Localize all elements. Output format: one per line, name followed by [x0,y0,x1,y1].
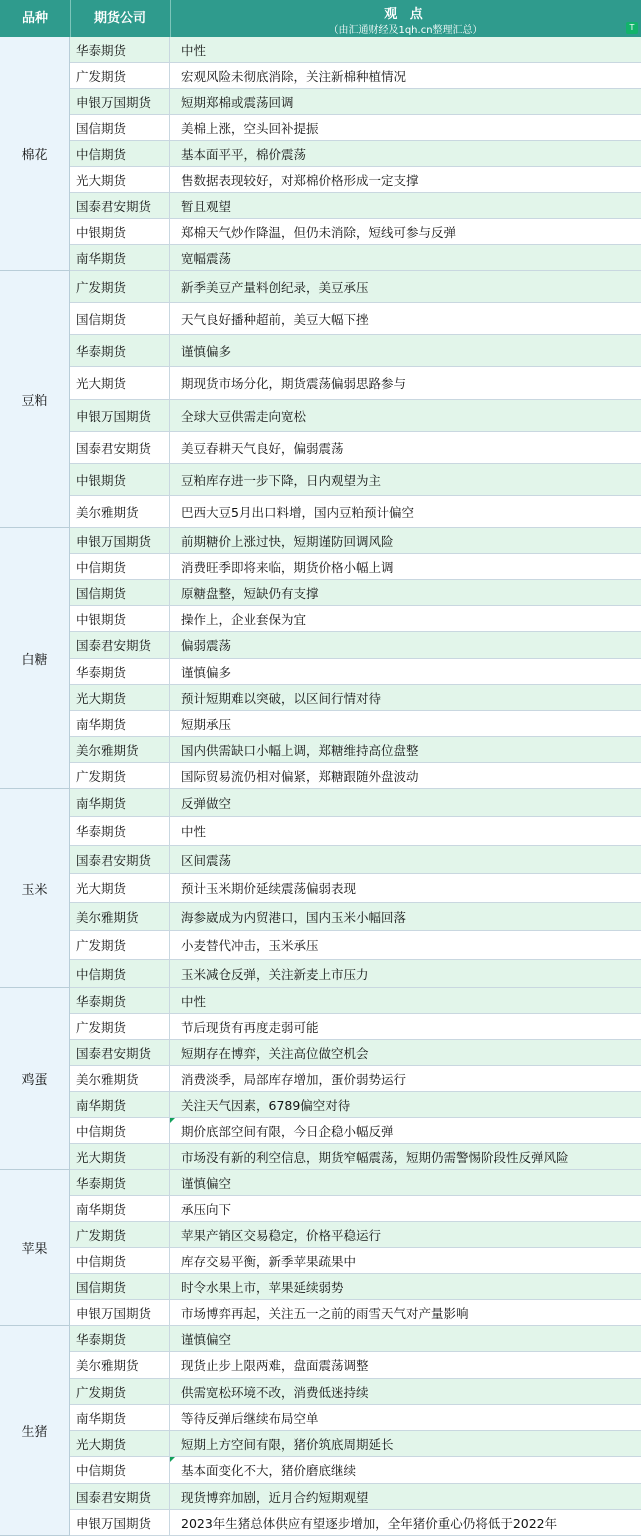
view-cell: 关注天气因素，6789偏空对待 [181,1097,351,1113]
company-cell: 中银期货 [70,464,170,495]
table-tool-icon[interactable]: T [626,22,638,34]
company-cell: 南华期货 [70,789,170,816]
view-cell: 中性 [181,824,207,839]
company-cell: 南华期货 [70,1405,170,1430]
category-cell: 玉米 [0,789,70,988]
company-cell: 广发期货 [70,1222,170,1247]
view-cell: 市场没有新的利空信息，期货窄幅震荡，短期仍需警惕阶段性反弹风险 [181,1149,569,1165]
company-cell: 中信期货 [70,1248,170,1273]
company-cell: 光大期货 [70,1144,170,1169]
table-row [70,335,641,367]
table-row [70,1040,641,1066]
view-cell: 谨慎偏空 [181,1331,232,1347]
company-cell: 国信期货 [70,303,170,334]
table-row [70,271,641,303]
table-row [70,400,641,432]
view-cell: 售数据表现较好，对郑棉价格形成一定支撑 [181,172,419,188]
table-row [70,1222,641,1248]
company-cell: 中信期货 [70,141,170,166]
company-cell: 华泰期货 [70,37,170,62]
view-cell: 中性 [181,993,207,1009]
table-row [70,1379,641,1405]
company-cell: 华泰期货 [70,817,170,845]
view-cell: 消费旺季即将来临，期货价格小幅上调 [181,559,394,575]
view-cell: 短期存在博弈，关注高位做空机会 [181,1045,369,1061]
header-variety: 品种 [21,11,48,26]
table-row [70,606,641,632]
view-cell: 期价底部空间有限，今日企稳小幅反弹 [170,1118,641,1143]
view-cell: 全球大豆供需走向宽松 [181,408,307,424]
company-cell: 华泰期货 [70,335,170,366]
table-row [70,1066,641,1092]
view-cell: 消费淡季，局部库存增加，蛋价弱势运行 [181,1071,407,1087]
view-cell: 原糖盘整，短缺仍有支撑 [181,585,319,601]
company-cell: 国泰君安期货 [70,193,170,218]
company-cell: 美尔雅期货 [70,903,170,930]
company-cell: 国泰君安期货 [70,1484,170,1509]
table-row [70,931,641,960]
company-cell: 美尔雅期货 [70,1352,170,1378]
table-row [70,737,641,763]
company-cell: 国泰君安期货 [70,1040,170,1065]
view-cell: 国际贸易流仍相对偏紧，郑糖跟随外盘波动 [181,768,419,784]
table-row [70,219,641,245]
view-cell: 区间震荡 [181,852,232,868]
table-row [70,167,641,193]
company-cell: 中银期货 [70,219,170,244]
table-row [70,960,641,988]
company-cell: 华泰期货 [70,1326,170,1351]
view-cell: 现货止步上限两难，盘面震荡调整 [181,1358,369,1373]
table-row [70,1274,641,1300]
view-cell: 节后现货有再度走弱可能 [181,1019,319,1035]
table-row [70,115,641,141]
table-row [70,303,641,335]
company-cell: 国信期货 [70,1274,170,1299]
table-row [70,1014,641,1040]
table-row [70,1431,641,1457]
view-cell: 谨慎偏多 [181,343,232,359]
company-cell: 中信期货 [70,1118,170,1143]
table-row [70,496,641,528]
company-cell: 光大期货 [70,167,170,192]
view-cell: 谨慎偏多 [181,664,232,680]
company-cell: 广发期货 [70,763,170,788]
view-cell: 承压向下 [181,1201,232,1217]
company-cell: 华泰期货 [70,1170,170,1195]
table-row [70,1405,641,1431]
company-cell: 中银期货 [70,606,170,631]
company-cell: 国信期货 [70,115,170,140]
view-cell: 短期上方空间有限，猪价筑底周期延长 [181,1436,394,1452]
view-cell: 等待反弹后继续布局空单 [181,1410,319,1426]
view-cell: 短期郑棉或震荡回调 [181,94,294,110]
view-cell: 玉米减仓反弹，关注新麦上市压力 [181,966,369,982]
table-row [70,874,641,903]
company-cell: 中信期货 [70,554,170,579]
table-row [70,1300,641,1326]
category-cell: 生猪 [0,1326,70,1536]
category-cell: 鸡蛋 [0,988,70,1170]
company-cell: 美尔雅期货 [70,737,170,762]
table-row [70,528,641,554]
view-cell: 供需宽松环境不改，消费低迷持续 [181,1384,369,1400]
header-company: 期货公司 [94,11,147,26]
view-cell: 偏弱震荡 [181,638,232,653]
category-cell: 白糖 [0,528,70,789]
company-cell: 美尔雅期货 [70,1066,170,1091]
view-cell: 巴西大豆5月出口料增，国内豆粕预计偏空 [181,504,414,520]
category-cell: 豆粕 [0,271,70,528]
table-row [70,367,641,400]
company-cell: 申银万国期货 [70,400,170,431]
company-cell: 广发期货 [70,931,170,959]
table-row [70,817,641,846]
table-row [70,141,641,167]
view-cell: 小麦替代冲击，玉米承压 [181,938,319,953]
table-row [70,1326,641,1352]
header-view-source: （由汇通财经及1qh.cn整理汇总） [328,25,483,36]
table-row [70,432,641,464]
company-cell: 申银万国期货 [70,1510,170,1535]
view-cell: 宏观风险未彻底消除，关注新棉种植情况 [181,68,407,84]
view-cell: 豆粕库存进一步下降，日内观望为主 [181,472,382,488]
company-cell: 广发期货 [70,1379,170,1404]
company-cell: 华泰期货 [70,988,170,1013]
header-view-title: 观 点 [384,7,427,22]
company-cell: 南华期货 [70,711,170,736]
view-cell: 美豆春耕天气良好，偏弱震荡 [181,440,344,456]
company-cell: 国信期货 [70,580,170,605]
table-row [70,1196,641,1222]
view-cell: 谨慎偏空 [181,1175,232,1191]
view-cell: 前期糖价上涨过快，短期谨防回调风险 [181,533,394,549]
table-header [0,0,641,37]
table-row [70,63,641,89]
view-cell: 中性 [181,42,207,58]
table-row [70,632,641,659]
view-cell: 宽幅震荡 [181,250,232,266]
table-row [70,1484,641,1510]
table-row [70,763,641,789]
table-row [70,193,641,219]
view-cell: 现货博弈加剧，近月合约短期观望 [181,1489,369,1505]
category-cell: 苹果 [0,1170,70,1326]
table-row [70,1144,641,1170]
view-cell: 操作上，企业套保为宜 [181,611,307,627]
table-row [70,89,641,115]
company-cell: 光大期货 [70,1431,170,1456]
table-row [70,903,641,931]
table-row [70,37,641,63]
view-cell: 暂且观望 [181,198,232,214]
company-cell: 南华期货 [70,1196,170,1221]
table-row [70,1170,641,1196]
company-cell: 国泰君安期货 [70,632,170,658]
view-cell: 预计短期难以突破，以区间行情对待 [181,690,382,706]
table-row [70,1510,641,1536]
table-row [70,464,641,496]
company-cell: 中信期货 [70,960,170,987]
table-row [70,1457,641,1484]
table-row [70,1248,641,1274]
table-row [70,711,641,737]
table-row [70,245,641,271]
table-row [70,789,641,817]
company-cell: 广发期货 [70,271,170,302]
view-cell: 天气良好播种超前，美豆大幅下挫 [181,311,369,327]
view-cell: 反弹做空 [181,795,232,811]
table-row [70,659,641,685]
view-cell: 海参崴成为内贸港口，国内玉米小幅回落 [181,909,407,925]
company-cell: 国泰君安期货 [70,846,170,873]
company-cell: 光大期货 [70,367,170,399]
company-cell: 申银万国期货 [70,1300,170,1325]
company-cell: 广发期货 [70,1014,170,1039]
company-cell: 光大期货 [70,685,170,710]
view-cell: 新季美豆产量料创纪录，美豆承压 [181,279,369,295]
category-cell: 棉花 [0,37,70,271]
company-cell: 广发期货 [70,63,170,88]
table-row [70,1352,641,1379]
table-row [70,580,641,606]
company-cell: 光大期货 [70,874,170,902]
view-cell: 市场博弈再起，关注五一之前的雨雪天气对产量影响 [181,1305,469,1321]
company-cell: 中信期货 [70,1457,170,1483]
table-row [70,846,641,874]
table-row [70,554,641,580]
company-cell: 国泰君安期货 [70,432,170,463]
company-cell: 华泰期货 [70,659,170,684]
company-cell: 申银万国期货 [70,528,170,553]
company-cell: 南华期货 [70,245,170,270]
view-cell: 预计玉米期价延续震荡偏弱表现 [181,881,357,896]
view-cell: 美棉上涨，空头回补提振 [181,120,319,136]
view-cell: 苹果产销区交易稳定，价格平稳运行 [181,1227,382,1243]
view-cell: 短期承压 [181,716,232,732]
view-cell: 国内供需缺口小幅上调，郑糖维持高位盘整 [181,742,419,758]
view-cell: 基本面平平，棉价震荡 [181,146,307,162]
table-row [70,1118,641,1144]
company-cell: 南华期货 [70,1092,170,1117]
table-row [70,1092,641,1118]
view-cell: 时令水果上市，苹果延续弱势 [181,1279,344,1295]
company-cell: 美尔雅期货 [70,496,170,527]
company-cell: 申银万国期货 [70,89,170,114]
view-cell: 郑棉天气炒作降温，但仍未消除，短线可参与反弹 [181,224,457,240]
view-cell: 2023年生猪总体供应有望逐步增加，全年猪价重心仍将低于2022年 [181,1515,558,1531]
table-row [70,988,641,1014]
table-row [70,685,641,711]
view-cell: 库存交易平衡，新季苹果疏果中 [181,1253,357,1269]
view-cell: 基本面变化不大，猪价磨底继续 [170,1457,641,1483]
view-cell: 期现货市场分化，期货震荡偏弱思路参与 [181,376,407,391]
